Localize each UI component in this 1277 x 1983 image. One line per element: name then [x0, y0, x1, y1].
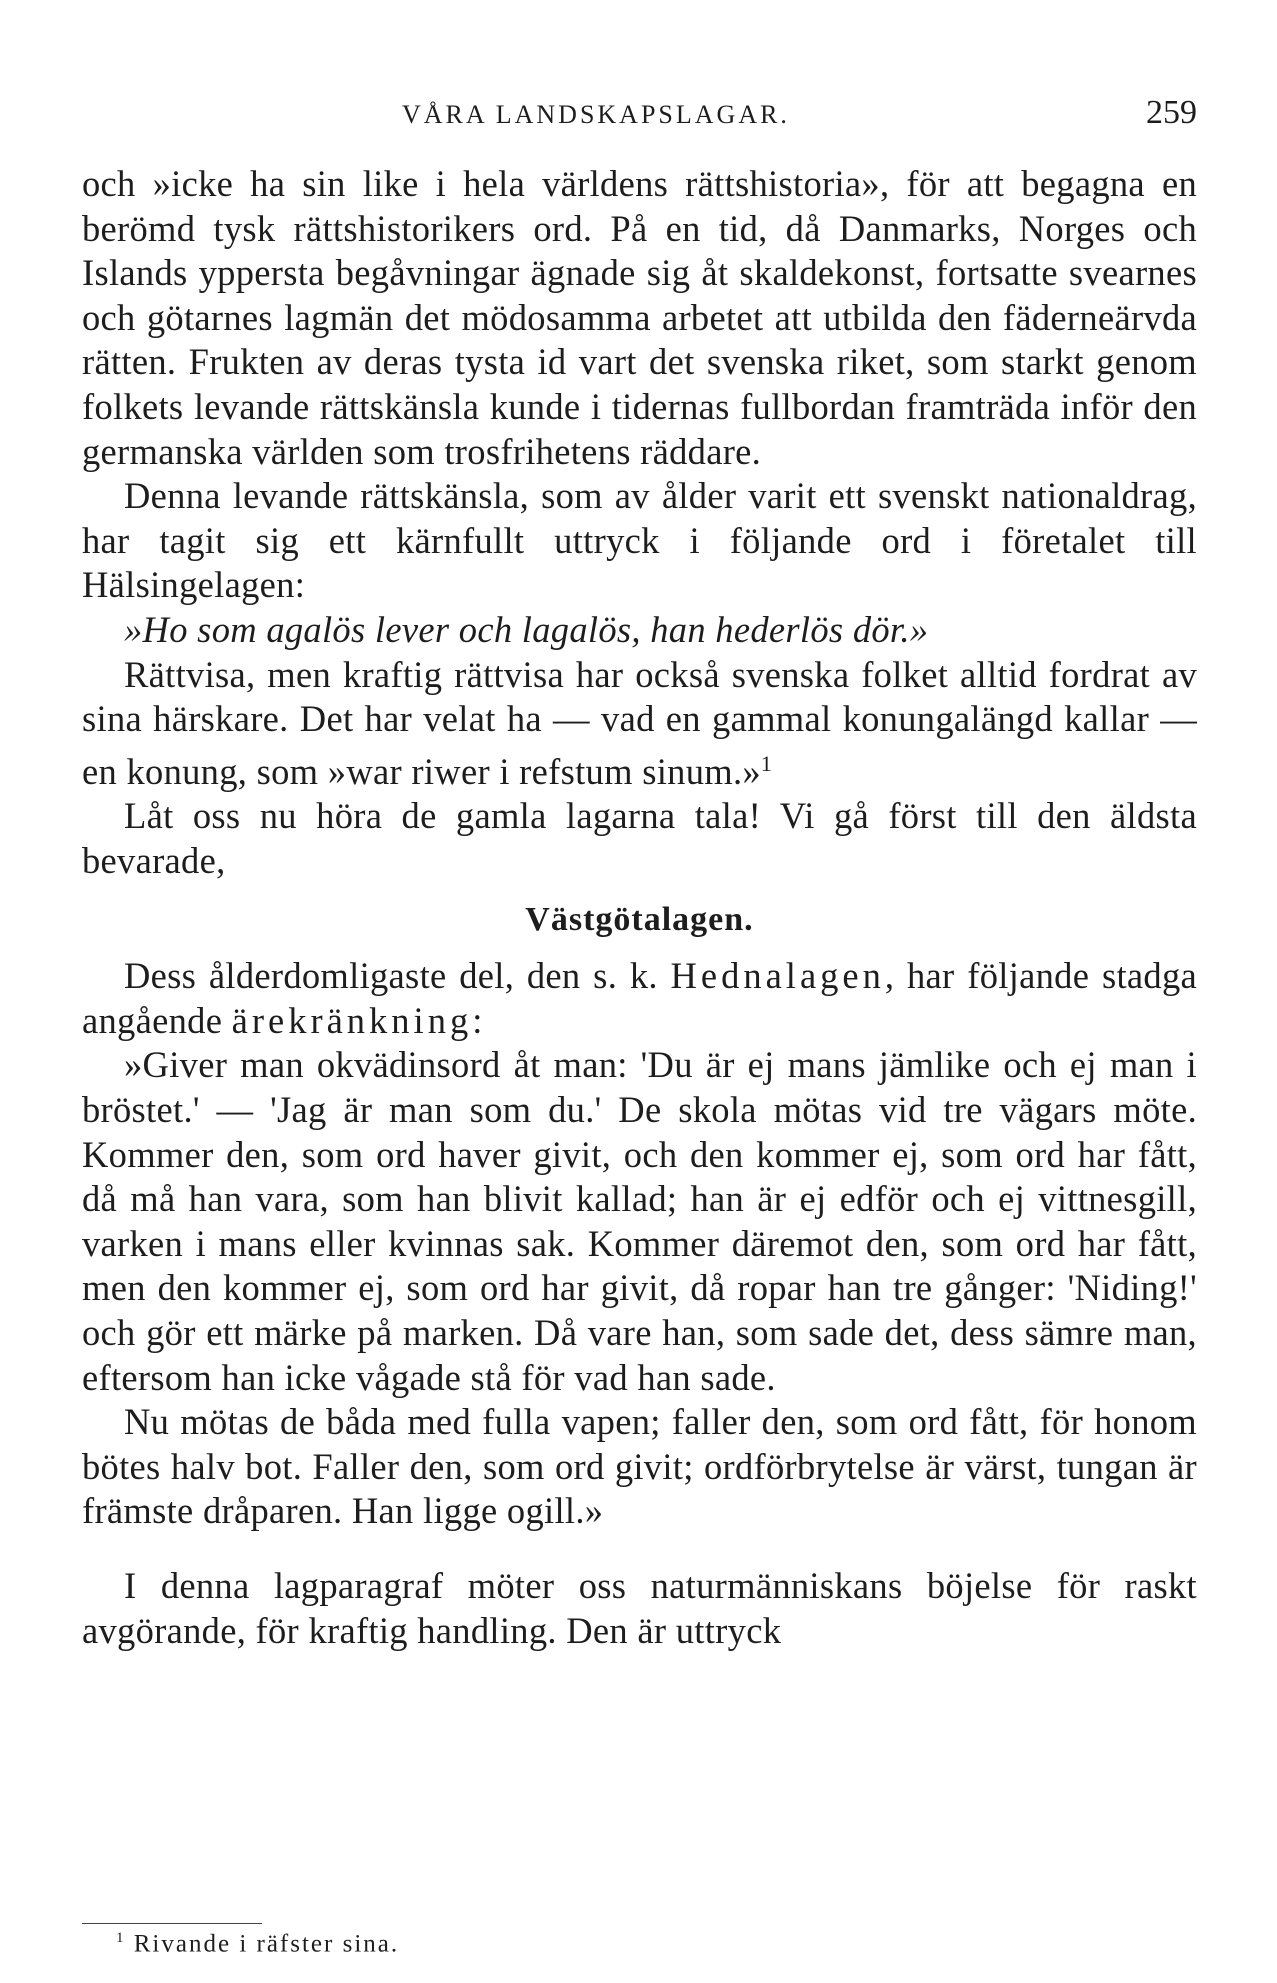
term-hednalagen: Hednalagen [670, 955, 885, 997]
paragraph-4-text: Rättvisa, men kraftig rättvisa har också svenska folket alltid fordrat av sina härskare. Det har velat ha — vad en gammal konungalängd kallar — en konung, som »war riwer i refstum sinum.» [82, 653, 1197, 792]
running-head [82, 94, 1197, 140]
footnote-marker: 1 [116, 1930, 126, 1946]
running-title: VÅRA LANDSKAPSLAGAR. [402, 100, 790, 129]
footnote-text: Rivande i räfster sina. [133, 1930, 400, 1958]
page-number: 259 [1146, 94, 1197, 131]
body-text [82, 162, 1197, 1653]
paragraph-6-part-c: , har följande stadga angående [82, 955, 1197, 1041]
paragraph-6-part-e: : [472, 999, 483, 1041]
paragraph-6-part-a: Dess ålderdomligaste del, den s. k. [124, 955, 671, 997]
footnote-reference: 1 [760, 750, 773, 776]
paragraph-2: Denna levande rättskänsla, som av ålder varit ett svenskt nationaldrag, har tagit sig ett kärnfullt uttryck i följande ord i företalet till Hälsingelagen: [82, 475, 1197, 606]
quote-law-text: »Giver man okvädinsord åt man: 'Du är ej mans jämlike och ej man i bröstet.' — 'Jag är man som du.' De skola mötas vid tre vägars möte. Kommer den, som ord haver givit, och den kommer ej, som ord har fått, då må han vara, som han blivit kallad; han är ej edför och ej vittnesgill, varken i mans eller kvinnas sak. Kommer däremot den, som ord har fått, men den kommer ej, som ord har givit, då ropar han tre gånger: 'Niding!' och gör ett märke på marken. Då vare han, som sade det, dess sämre man, eftersom han icke vågade stå för vad han sade. [82, 1044, 1197, 1398]
term-arekrankning: ärekränkning [231, 999, 473, 1041]
section-heading: Västgötalagen. [525, 900, 754, 938]
footnote [116, 1930, 399, 1958]
quote-halsingelagen: »Ho som agalös lever och lagalös, han hederlös dör.» [124, 608, 929, 650]
paragraph-5: Låt oss nu höra de gamla lagarna tala! Vi gå först till den äldsta bevarade, [82, 795, 1197, 882]
paragraph-4 [82, 653, 1197, 795]
paragraph-1: och »icke ha sin like i hela världens rättshistoria», för att begagna en berömd tysk rättshistorikers ord. På en tid, då Danmarks, Norges och Islands yppersta begåvningar ägnade sig åt skaldekonst, fortsatte svearnes och götarnes lagmän det mödosamma arbetet att utbilda den fäderneärvda rätten. Frukten av deras tysta id vart det svenska riket, som starkt genom folkets levande rättskänsla kunde i tidernas fullbordan framträda inför den germanska världen som trosfrihetens räddare. [82, 163, 1197, 472]
paragraph-9: I denna lagparagraf möter oss naturmänniskans böjelse för raskt avgörande, för kraftig handling. Den är uttryck [82, 1564, 1197, 1651]
paragraph-6 [82, 954, 1197, 1043]
footnote-divider [82, 1923, 262, 1924]
quote-law-text-continued: Nu mötas de båda med fulla vapen; faller den, som ord fått, för honom bötes halv bot. Faller den, som ord givit; ordförbrytelse är värst, tungan är främste dråparen. Han ligge ogill.» [82, 1401, 1197, 1532]
